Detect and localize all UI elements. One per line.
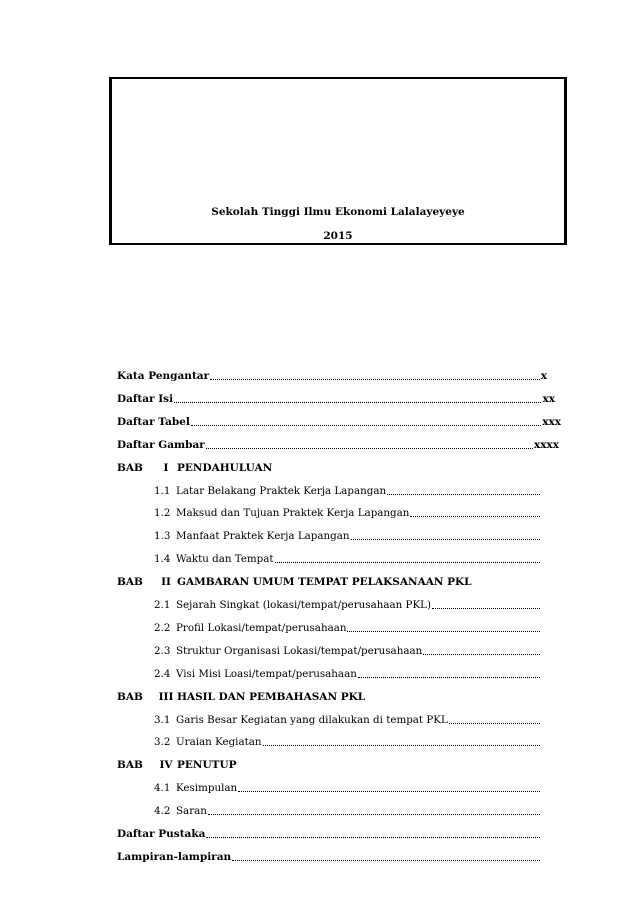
chapter-title: GAMBARAN UMUM TEMPAT PELAKSANAAN PKL: [177, 576, 472, 589]
toc-front-2-leader: [191, 415, 541, 426]
toc-front-1-page: xx: [542, 392, 555, 405]
chapter-heading-3: [117, 757, 237, 773]
subsection-leader: [410, 506, 540, 517]
toc-front-1-title: Daftar Isi: [117, 392, 174, 405]
subsection-title: Visi Misi Loasi/tempat/perusahaan: [176, 667, 357, 680]
cover-year: 2015: [323, 230, 353, 242]
toc-front-2-page: xxx: [542, 415, 561, 428]
subsection-number: 2.3: [154, 644, 171, 657]
toc-front-0-leader: [210, 369, 540, 380]
chapter-heading-0: [117, 460, 272, 476]
subsection-title: Sejarah Singkat (lokasi/tempat/perusahaan PKL): [176, 599, 432, 611]
subsection-leader: [351, 529, 540, 540]
subsection-title: Garis Besar Kegiatan yang dilakukan di tempat PKL: [176, 713, 448, 726]
subsection-row: [154, 597, 541, 613]
subsection-number: 3.1: [154, 713, 171, 726]
subsection-row: [154, 620, 541, 636]
subsection-title: Saran: [176, 805, 207, 818]
subsection-title: Uraian Kegiatan: [176, 736, 262, 749]
subsection-row: [154, 643, 541, 659]
subsection-leader: [208, 804, 540, 815]
toc-front-0-row: [117, 368, 547, 384]
subsection-leader: [432, 598, 540, 609]
chapter-roman-numeral: II: [161, 576, 171, 589]
chapter-heading-1: [117, 574, 472, 590]
toc-back-0-row: [117, 826, 541, 842]
subsection-row: [154, 803, 541, 819]
subsection-row: [154, 483, 541, 499]
toc-front-3-leader: [206, 438, 533, 449]
subsection-row: [154, 734, 541, 750]
chapter-bab-label: BAB: [117, 461, 143, 474]
chapter-bab-label: BAB: [117, 576, 143, 589]
cover-school-name: Sekolah Tinggi Ilmu Ekonomi Lalalayeyeye: [211, 206, 465, 218]
subsection-title: Kesimpulan: [176, 782, 238, 795]
subsection-row: [154, 666, 541, 682]
subsection-number: 1.1: [154, 484, 171, 497]
chapter-heading-2: [117, 689, 365, 705]
chapter-title: PENUTUP: [177, 759, 237, 772]
cover-box: [109, 77, 567, 245]
subsection-number: 2.2: [154, 621, 171, 634]
chapter-roman-numeral: IV: [159, 759, 173, 772]
subsection-number: 2.4: [154, 667, 171, 680]
toc-front-1-row: [117, 391, 555, 407]
toc-front-2-title: Daftar Tabel: [117, 415, 190, 428]
chapter-bab-label: BAB: [117, 759, 143, 772]
subsection-title: Latar Belakang Praktek Kerja Lapangan: [176, 484, 387, 497]
subsection-number: 1.3: [154, 530, 171, 543]
toc-back-1-row: [117, 849, 541, 865]
toc-back-0-leader: [206, 827, 540, 838]
chapter-title: PENDAHULUAN: [177, 461, 273, 474]
subsection-number: 4.1: [154, 782, 171, 795]
toc-front-1-leader: [174, 392, 541, 403]
cover-border-right: [564, 79, 565, 243]
chapter-bab-label: BAB: [117, 690, 143, 703]
subsection-leader: [275, 552, 540, 563]
subsection-title: Maksud dan Tujuan Praktek Kerja Lapangan: [176, 507, 410, 520]
toc-back-1-title: Lampiran-lampiran: [117, 850, 232, 863]
subsection-number: 1.2: [154, 507, 171, 520]
subsection-leader: [263, 735, 540, 746]
subsection-row: [154, 712, 541, 728]
toc-front-0-title: Kata Pengantar: [117, 370, 210, 382]
subsection-row: [154, 505, 541, 521]
subsection-leader: [449, 713, 540, 724]
toc-back-1-leader: [232, 850, 540, 861]
subsection-title: Waktu dan Tempat: [176, 553, 274, 566]
toc-front-3-title: Daftar Gambar: [117, 438, 205, 451]
chapter-roman-numeral: I: [163, 461, 169, 474]
toc-front-0-page: x: [540, 370, 547, 382]
subsection-row: [154, 551, 541, 567]
subsection-leader: [347, 621, 540, 632]
subsection-number: 2.1: [154, 599, 171, 611]
subsection-row: [154, 780, 541, 796]
subsection-number: 3.2: [154, 736, 171, 749]
subsection-number: 1.4: [154, 553, 171, 566]
subsection-leader: [423, 644, 540, 655]
subsection-title: Profil Lokasi/tempat/perusahaan: [176, 621, 347, 634]
cover-border-left: [111, 79, 112, 243]
toc-front-3-row: [117, 437, 559, 453]
subsection-leader: [387, 484, 540, 495]
subsection-title: Struktur Organisasi Lokasi/tempat/perusahaan: [176, 644, 423, 657]
subsection-leader: [358, 667, 540, 678]
chapter-title: HASIL DAN PEMBAHASAN PKL: [177, 690, 366, 703]
subsection-title: Manfaat Praktek Kerja Lapangan: [176, 530, 350, 543]
chapter-roman-numeral: III: [158, 690, 174, 703]
toc-front-2-row: [117, 414, 561, 430]
toc-back-0-title: Daftar Pustaka: [117, 828, 206, 840]
subsection-leader: [238, 781, 540, 792]
subsection-row: [154, 528, 541, 544]
toc-front-3-page: xxxx: [533, 438, 559, 451]
subsection-number: 4.2: [154, 805, 171, 818]
